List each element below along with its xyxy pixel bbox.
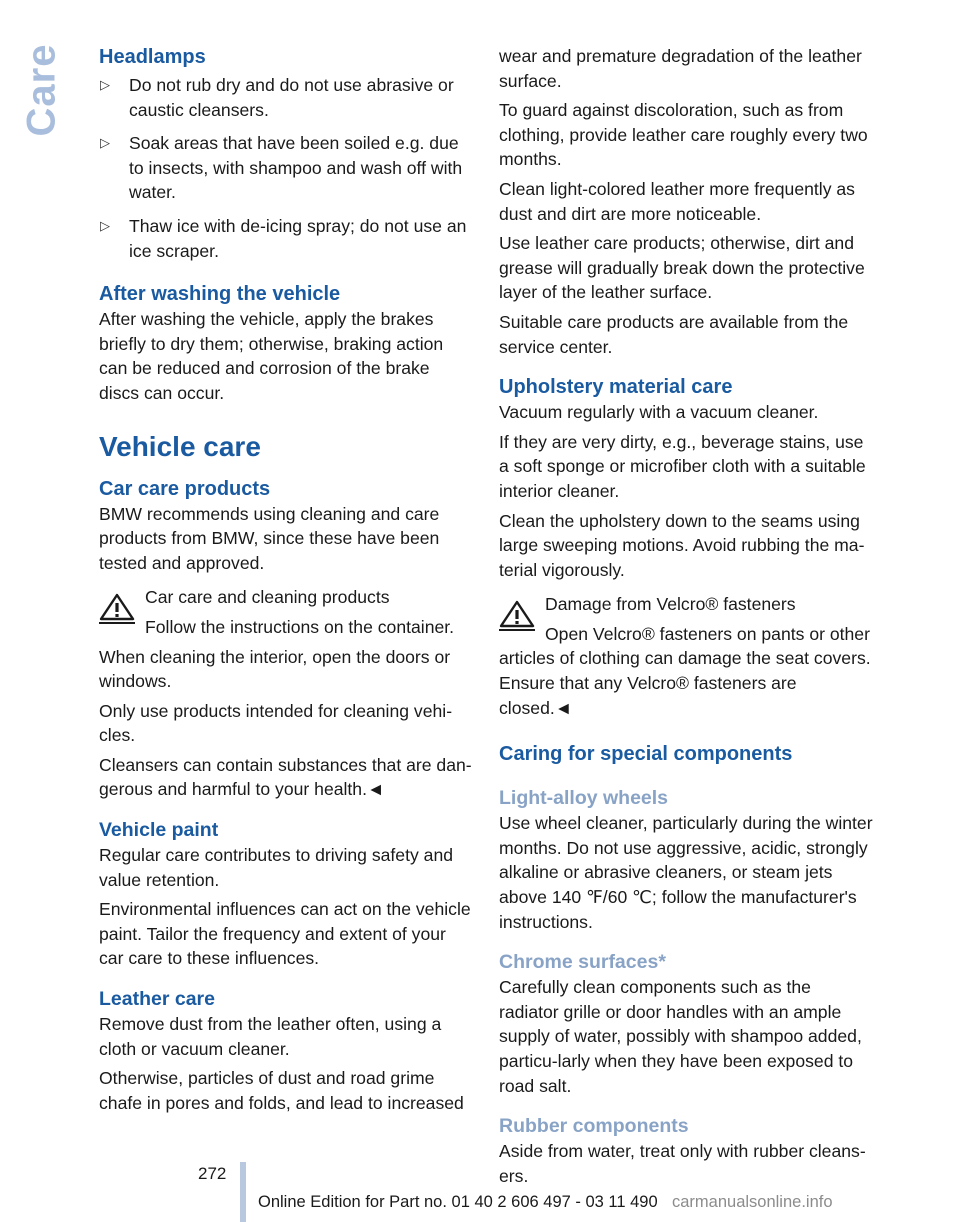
paragraph: When cleaning the interior, open the doors or windows. <box>99 646 451 692</box>
paragraph: Aside from water, treat only with rubber cleans-ers. <box>499 1141 866 1186</box>
paragraph: wear and premature degradation of the leather surface. <box>499 46 862 91</box>
rubber-components-heading: Rubber components <box>499 1115 689 1138</box>
triangle-bullet-icon: ▷ <box>100 217 110 233</box>
warning-block <box>499 592 873 720</box>
list-item-text: Do not rub dry and do not use abrasive or caustic cleansers. <box>129 75 454 120</box>
warning-text: Open Velcro® fasteners on pants or other articles of clothing can damage the seat covers. Ensure that any Velcro® fasteners are closed.◄ <box>499 623 871 718</box>
light-alloy-wheels-heading: Light-alloy wheels <box>499 787 669 810</box>
headlamps-list <box>99 73 473 263</box>
paragraph: Only use products intended for cleaning vehi-cles. <box>99 700 453 746</box>
list-item-text: Thaw ice with de-icing spray; do not use an ice scraper. <box>129 215 467 261</box>
paragraph: To guard against discoloration, such as from clothing, provide leather care roughly every two months. <box>499 100 868 170</box>
list-item <box>99 214 473 263</box>
paragraph: Environmental influences can act on the vehicle paint. Tailor the frequency and extent of your car care to these influences. <box>99 899 471 969</box>
after-washing-heading: After washing the vehicle <box>99 283 341 306</box>
paragraph: Use wheel cleaner, particularly during the winter months. Do not use aggressive, acidic, strongly alkaline or abrasive cleaners, or steam jets above 140 ℉/60 ℃; follow the manufacturer's instructions. <box>499 813 873 932</box>
list-item-text: Soak areas that have been soiled e.g. due to insects, with shampoo and wash off with water. <box>129 133 463 203</box>
car-care-products-text: BMW recommends using cleaning and care products from BMW, since these have been tested and approved. <box>99 503 440 573</box>
paragraph: If they are very dirty, e.g., beverage stains, use a soft sponge or microfiber cloth with a suitable interior cleaner. <box>499 431 866 501</box>
paragraph: Remove dust from the leather often, using a cloth or vacuum cleaner. <box>99 1014 442 1059</box>
warning-triangle-icon <box>499 600 535 632</box>
warning-title: Damage from Velcro® fasteners <box>545 594 796 615</box>
car-care-products-heading: Car care products <box>99 477 271 500</box>
warning-text: Follow the instructions on the container. <box>145 616 455 637</box>
vehicle-care-title: Vehicle care <box>99 430 261 462</box>
page-number: 272 <box>198 1164 227 1183</box>
left-column <box>99 44 473 1115</box>
warning-triangle-icon <box>99 593 135 625</box>
paragraph: Regular care contributes to driving safety and value retention. <box>99 845 454 890</box>
paragraph: Vacuum regularly with a vacuum cleaner. <box>499 402 819 423</box>
paragraph: Use leather care products; otherwise, dirt and grease will gradually break down the protective layer of the leather surface. <box>499 233 865 303</box>
special-components-heading: Caring for special components <box>499 743 793 766</box>
vehicle-paint-heading: Vehicle paint <box>99 819 219 842</box>
headlamps-heading: Headlamps <box>99 46 206 68</box>
warning-title: Car care and cleaning products <box>145 587 390 608</box>
paragraph: Otherwise, particles of dust and road grime chafe in pores and folds, and lead to increased <box>99 1068 464 1113</box>
paragraph: Cleansers can contain substances that are dan-gerous and harmful to your health.◄ <box>99 754 472 800</box>
chrome-surfaces-heading: Chrome surfaces* <box>499 951 666 974</box>
right-column <box>499 44 873 1188</box>
warning-block <box>99 585 473 639</box>
triangle-bullet-icon: ▷ <box>100 77 110 92</box>
section-tab <box>19 40 64 140</box>
leather-care-heading: Leather care <box>99 988 215 1011</box>
section-tab-label: Care <box>19 43 64 137</box>
upholstery-heading: Upholstery material care <box>499 376 733 399</box>
paragraph: Clean light-colored leather more frequently as dust and dirt are more noticeable. <box>499 178 855 224</box>
watermark: carmanualsonline.info <box>672 1193 833 1211</box>
list-item <box>99 73 473 122</box>
after-washing-text: After washing the vehicle, apply the brakes briefly to dry them; otherwise, braking action can be reduced and corrosion of the brake discs can occur. <box>99 309 444 403</box>
paragraph: Clean the upholstery down to the seams using large sweeping motions. Avoid rubbing the ma-terial vigorously. <box>499 510 865 580</box>
list-item <box>99 131 473 205</box>
edition-text: Online Edition for Part no. 01 40 2 606 497 - 03 11 490 <box>258 1193 658 1211</box>
paragraph: Carefully clean components such as the radiator grille or door handles with an ample supply of water, possibly with shampoo added, particu-larly when they have been exposed to road salt. <box>499 977 862 1096</box>
triangle-bullet-icon: ▷ <box>100 135 110 151</box>
footer-bar <box>240 1162 246 1222</box>
paragraph: Suitable care products are available from the service center. <box>499 311 849 357</box>
